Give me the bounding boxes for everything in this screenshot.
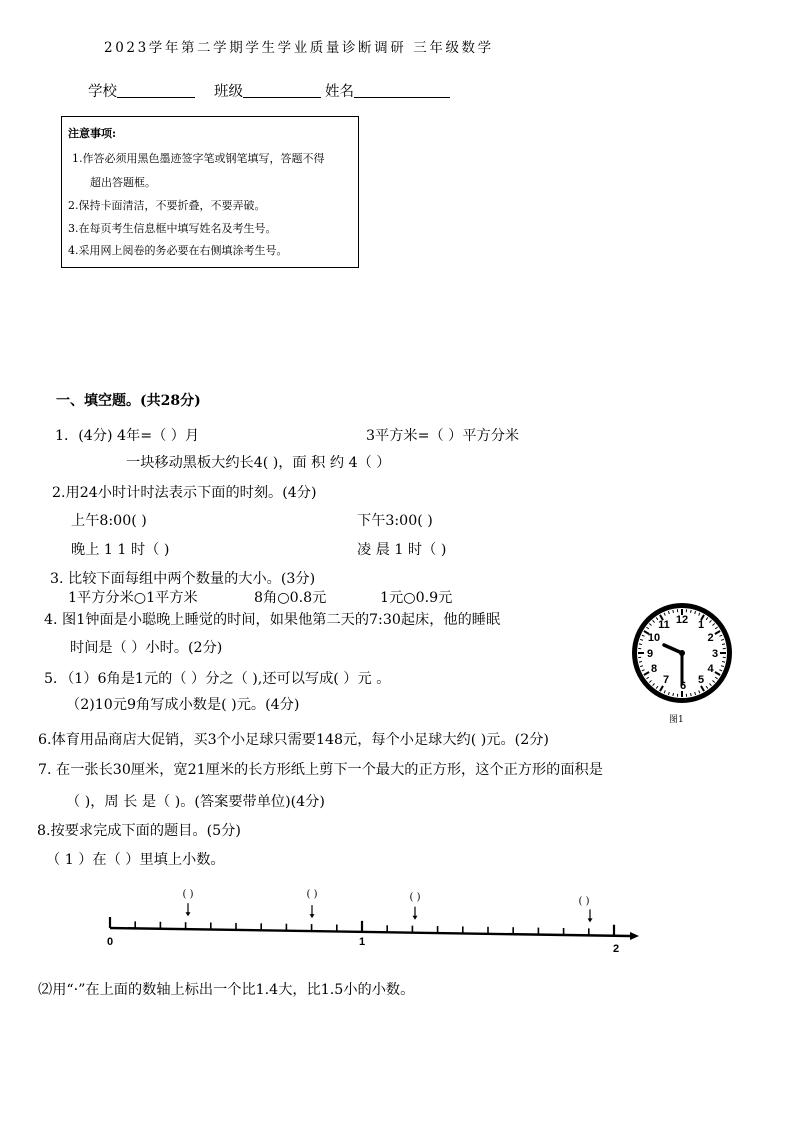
q1-part-b: 3平方米=（ ）平方分米 <box>366 428 520 444</box>
svg-text:7: 7 <box>662 674 670 686</box>
section-heading: 一、填空题。(共28分) <box>56 393 201 409</box>
number-line[interactable] <box>90 880 650 960</box>
q2-part-c: 晚上 1 1 时（ ) <box>71 542 170 558</box>
svg-text:4: 4 <box>707 663 714 675</box>
clock-tick <box>673 610 674 613</box>
clock-figure <box>630 601 734 705</box>
notice-item: 3.在每页考生信息框中填写姓名及考生号。 <box>68 222 277 235</box>
q1-part-c: 一块移动黑板大约长4( )，面 积 约 4（ ） <box>126 455 391 471</box>
notice-item: 1.作答必须用黑色墨迹签字笔或钢笔填写，答题不得 <box>72 152 325 165</box>
q6-text: 6.体育用品商店大促销，买3个小足球只需要148元，每个小足球大约( )元。(2分) <box>38 732 549 748</box>
name-blank[interactable] <box>354 83 450 98</box>
svg-text:12: 12 <box>675 614 689 626</box>
svg-text:1: 1 <box>697 619 705 631</box>
school-label: 学校 <box>88 84 117 100</box>
answer-bracket[interactable]: ( ) <box>182 889 194 900</box>
q2-part-d: 凌 晨 1 时（ ) <box>357 542 447 558</box>
pointer-arrowhead <box>310 914 315 918</box>
class-field <box>214 80 321 101</box>
svg-text:8: 8 <box>650 663 658 675</box>
name-field <box>325 80 450 101</box>
q2-part-a: 上午8:00( ) <box>71 513 147 529</box>
q7-line-a: 7. 在一张长30厘米，宽21厘米的长方形纸上剪下一个最大的正方形，这个正方形的面积是 <box>38 762 603 778</box>
axis-label-1: 1 <box>358 936 366 948</box>
pointer-arrowhead <box>588 918 593 922</box>
q8-sub1: （ 1 ）在（ ）里填上小数。 <box>46 852 225 868</box>
notice-item: 4.采用网上阅卷的务必要在右侧填涂考生号。 <box>68 244 288 257</box>
answer-bracket[interactable]: ( ) <box>306 889 318 900</box>
axis-label-0: 0 <box>106 936 114 948</box>
answer-bracket[interactable]: ( ) <box>578 896 590 907</box>
clock-tick <box>639 644 642 645</box>
clock-tick <box>639 662 642 663</box>
page-title: 2023学年第二学期学生学业质量诊断调研 三年级数学 <box>104 40 494 56</box>
name-label: 姓名 <box>325 84 354 100</box>
q5-line-a: 5．（1）6角是1元的（ ）分之（ ),还可以写成( ）元 。 <box>44 671 391 687</box>
school-blank[interactable] <box>117 83 195 98</box>
svg-text:3: 3 <box>711 648 719 660</box>
clock-tick <box>691 610 692 613</box>
figure-label: 图1 <box>669 715 684 725</box>
q2-stem: 2.用24小时计时法表示下面的时刻。(4分) <box>52 485 317 501</box>
q3-part-b: 8角○0.8元 <box>254 590 327 606</box>
axis-label-2: 2 <box>612 943 620 955</box>
svg-text:5: 5 <box>697 674 705 686</box>
q8-sub2: ⑵用“·”在上面的数轴上标出一个比1.4大，比1.5小的小数。 <box>38 982 415 998</box>
q5-line-b: （2)10元9角写成小数是( )元。(4分) <box>66 697 300 713</box>
q4-line-a: 4. 图1钟面是小聪晚上睡觉的时间，如果他第二天的7:30起床，他的睡眠 <box>44 612 501 628</box>
svg-text:6: 6 <box>679 680 687 692</box>
notice-box <box>61 116 359 268</box>
pointer-arrowhead <box>413 916 418 920</box>
q7-line-b: （ )，周 长 是（ )。(答案要带单位)(4分) <box>66 794 325 810</box>
q3-stem: 3. 比较下面每组中两个数量的大小。(3分) <box>50 571 316 587</box>
clock-tick <box>673 693 674 696</box>
svg-text:10: 10 <box>647 632 661 644</box>
svg-text:2: 2 <box>707 632 714 644</box>
svg-text:11: 11 <box>658 619 670 631</box>
notice-heading: 注意事项: <box>68 127 117 140</box>
q1-part-a: 1．(4分) 4年=（ ）月 <box>55 428 200 444</box>
axis-arrows <box>186 903 593 922</box>
class-blank[interactable] <box>243 83 321 98</box>
q8-stem: 8.按要求完成下面的题目。(5分) <box>37 823 241 839</box>
notice-item: 超出答题框。 <box>90 176 156 189</box>
q3-part-a: 1平方分米○1平方米 <box>68 590 198 606</box>
q4-line-b: 时间是（ ）小时。(2分) <box>70 640 223 656</box>
q3-part-c: 1元○0.9元 <box>380 590 453 606</box>
clock-tick <box>722 644 725 645</box>
clock-tick <box>691 693 692 696</box>
q2-part-b: 下午3:00( ) <box>357 513 433 529</box>
school-field <box>88 80 195 101</box>
clock-tick <box>722 662 725 663</box>
svg-text:9: 9 <box>646 648 654 660</box>
class-label: 班级 <box>214 84 243 100</box>
pointer-arrowhead <box>186 912 191 916</box>
answer-bracket[interactable]: ( ) <box>409 892 421 903</box>
notice-item: 2.保持卡面清洁，不要折叠，不要弄破。 <box>68 199 266 212</box>
